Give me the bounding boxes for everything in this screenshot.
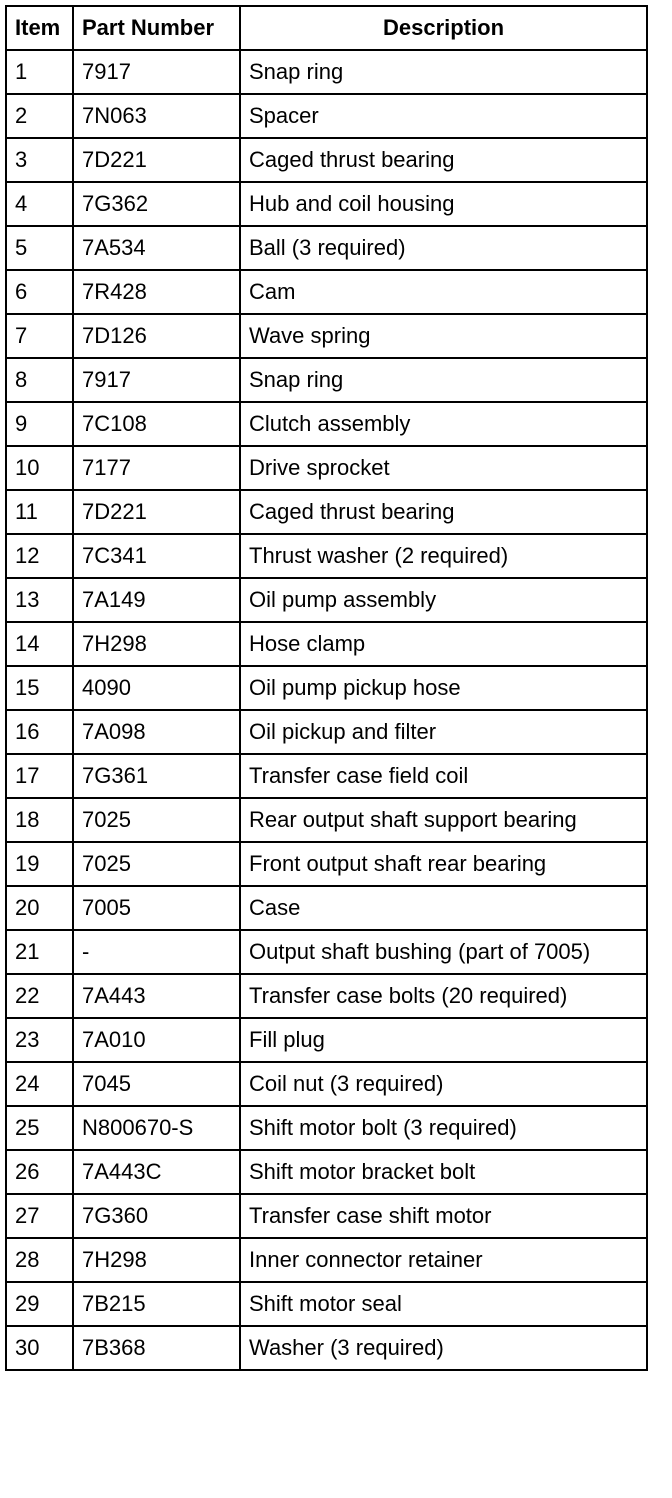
item-cell: 10 bbox=[6, 446, 73, 490]
table-row bbox=[6, 490, 647, 534]
part-number-cell: 4090 bbox=[73, 666, 240, 710]
header-row bbox=[6, 6, 647, 50]
description-cell: Ball (3 required) bbox=[240, 226, 647, 270]
part-number-cell: 7917 bbox=[73, 358, 240, 402]
item-cell: 16 bbox=[6, 710, 73, 754]
table-row bbox=[6, 930, 647, 974]
parts-table bbox=[5, 5, 648, 1371]
header-part-number: Part Number bbox=[73, 6, 240, 50]
part-number-cell: 7G360 bbox=[73, 1194, 240, 1238]
item-cell: 1 bbox=[6, 50, 73, 94]
item-cell: 27 bbox=[6, 1194, 73, 1238]
table-row bbox=[6, 94, 647, 138]
part-number-cell: 7D126 bbox=[73, 314, 240, 358]
item-cell: 9 bbox=[6, 402, 73, 446]
description-cell: Thrust washer (2 required) bbox=[240, 534, 647, 578]
item-cell: 19 bbox=[6, 842, 73, 886]
description-cell: Wave spring bbox=[240, 314, 647, 358]
item-cell: 25 bbox=[6, 1106, 73, 1150]
description-cell: Clutch assembly bbox=[240, 402, 647, 446]
table-row bbox=[6, 270, 647, 314]
header-item: Item bbox=[6, 6, 73, 50]
description-cell: Coil nut (3 required) bbox=[240, 1062, 647, 1106]
item-cell: 18 bbox=[6, 798, 73, 842]
table-row bbox=[6, 1238, 647, 1282]
item-cell: 12 bbox=[6, 534, 73, 578]
description-cell: Hub and coil housing bbox=[240, 182, 647, 226]
part-number-cell: 7025 bbox=[73, 842, 240, 886]
item-cell: 11 bbox=[6, 490, 73, 534]
header-description: Description bbox=[240, 6, 647, 50]
item-cell: 8 bbox=[6, 358, 73, 402]
description-cell: Caged thrust bearing bbox=[240, 138, 647, 182]
part-number-cell: 7C341 bbox=[73, 534, 240, 578]
description-cell: Shift motor bolt (3 required) bbox=[240, 1106, 647, 1150]
parts-table-header bbox=[6, 6, 647, 50]
description-cell: Front output shaft rear bearing bbox=[240, 842, 647, 886]
part-number-cell: - bbox=[73, 930, 240, 974]
table-row bbox=[6, 1062, 647, 1106]
item-cell: 30 bbox=[6, 1326, 73, 1370]
item-cell: 22 bbox=[6, 974, 73, 1018]
description-cell: Spacer bbox=[240, 94, 647, 138]
description-cell: Snap ring bbox=[240, 358, 647, 402]
table-row bbox=[6, 534, 647, 578]
description-cell: Transfer case shift motor bbox=[240, 1194, 647, 1238]
part-number-cell: 7G362 bbox=[73, 182, 240, 226]
item-cell: 4 bbox=[6, 182, 73, 226]
table-row bbox=[6, 842, 647, 886]
table-row bbox=[6, 182, 647, 226]
part-number-cell: 7917 bbox=[73, 50, 240, 94]
table-row bbox=[6, 1150, 647, 1194]
description-cell: Inner connector retainer bbox=[240, 1238, 647, 1282]
part-number-cell: 7G361 bbox=[73, 754, 240, 798]
part-number-cell: 7R428 bbox=[73, 270, 240, 314]
item-cell: 26 bbox=[6, 1150, 73, 1194]
description-cell: Oil pickup and filter bbox=[240, 710, 647, 754]
description-cell: Oil pump assembly bbox=[240, 578, 647, 622]
part-number-cell: 7A010 bbox=[73, 1018, 240, 1062]
part-number-cell: 7C108 bbox=[73, 402, 240, 446]
table-row bbox=[6, 798, 647, 842]
part-number-cell: 7A149 bbox=[73, 578, 240, 622]
table-row bbox=[6, 1018, 647, 1062]
part-number-cell: 7005 bbox=[73, 886, 240, 930]
description-cell: Shift motor seal bbox=[240, 1282, 647, 1326]
table-row bbox=[6, 1326, 647, 1370]
item-cell: 24 bbox=[6, 1062, 73, 1106]
description-cell: Washer (3 required) bbox=[240, 1326, 647, 1370]
part-number-cell: 7B215 bbox=[73, 1282, 240, 1326]
item-cell: 29 bbox=[6, 1282, 73, 1326]
description-cell: Transfer case bolts (20 required) bbox=[240, 974, 647, 1018]
part-number-cell: 7177 bbox=[73, 446, 240, 490]
table-row bbox=[6, 622, 647, 666]
description-cell: Drive sprocket bbox=[240, 446, 647, 490]
description-cell: Transfer case field coil bbox=[240, 754, 647, 798]
table-row bbox=[6, 1282, 647, 1326]
part-number-cell: 7045 bbox=[73, 1062, 240, 1106]
item-cell: 23 bbox=[6, 1018, 73, 1062]
table-row bbox=[6, 578, 647, 622]
description-cell: Rear output shaft support bearing bbox=[240, 798, 647, 842]
description-cell: Oil pump pickup hose bbox=[240, 666, 647, 710]
table-row bbox=[6, 226, 647, 270]
part-number-cell: 7A443C bbox=[73, 1150, 240, 1194]
table-row bbox=[6, 314, 647, 358]
item-cell: 15 bbox=[6, 666, 73, 710]
description-cell: Output shaft bushing (part of 7005) bbox=[240, 930, 647, 974]
item-cell: 6 bbox=[6, 270, 73, 314]
item-cell: 28 bbox=[6, 1238, 73, 1282]
table-row bbox=[6, 402, 647, 446]
table-row bbox=[6, 50, 647, 94]
item-cell: 5 bbox=[6, 226, 73, 270]
part-number-cell: 7A534 bbox=[73, 226, 240, 270]
table-row bbox=[6, 886, 647, 930]
table-row bbox=[6, 358, 647, 402]
part-number-cell: 7B368 bbox=[73, 1326, 240, 1370]
description-cell: Snap ring bbox=[240, 50, 647, 94]
description-cell: Case bbox=[240, 886, 647, 930]
parts-table-body bbox=[6, 50, 647, 1370]
part-number-cell: 7D221 bbox=[73, 138, 240, 182]
part-number-cell: 7A098 bbox=[73, 710, 240, 754]
description-cell: Caged thrust bearing bbox=[240, 490, 647, 534]
item-cell: 7 bbox=[6, 314, 73, 358]
table-row bbox=[6, 974, 647, 1018]
part-number-cell: 7A443 bbox=[73, 974, 240, 1018]
part-number-cell: 7D221 bbox=[73, 490, 240, 534]
item-cell: 17 bbox=[6, 754, 73, 798]
item-cell: 21 bbox=[6, 930, 73, 974]
description-cell: Fill plug bbox=[240, 1018, 647, 1062]
description-cell: Hose clamp bbox=[240, 622, 647, 666]
item-cell: 3 bbox=[6, 138, 73, 182]
table-row bbox=[6, 138, 647, 182]
part-number-cell: 7H298 bbox=[73, 622, 240, 666]
table-row bbox=[6, 1106, 647, 1150]
table-row bbox=[6, 754, 647, 798]
description-cell: Cam bbox=[240, 270, 647, 314]
part-number-cell: 7N063 bbox=[73, 94, 240, 138]
item-cell: 20 bbox=[6, 886, 73, 930]
table-row bbox=[6, 1194, 647, 1238]
table-row bbox=[6, 710, 647, 754]
item-cell: 13 bbox=[6, 578, 73, 622]
description-cell: Shift motor bracket bolt bbox=[240, 1150, 647, 1194]
part-number-cell: 7H298 bbox=[73, 1238, 240, 1282]
item-cell: 2 bbox=[6, 94, 73, 138]
part-number-cell: N800670-S bbox=[73, 1106, 240, 1150]
item-cell: 14 bbox=[6, 622, 73, 666]
table-row bbox=[6, 446, 647, 490]
part-number-cell: 7025 bbox=[73, 798, 240, 842]
table-row bbox=[6, 666, 647, 710]
